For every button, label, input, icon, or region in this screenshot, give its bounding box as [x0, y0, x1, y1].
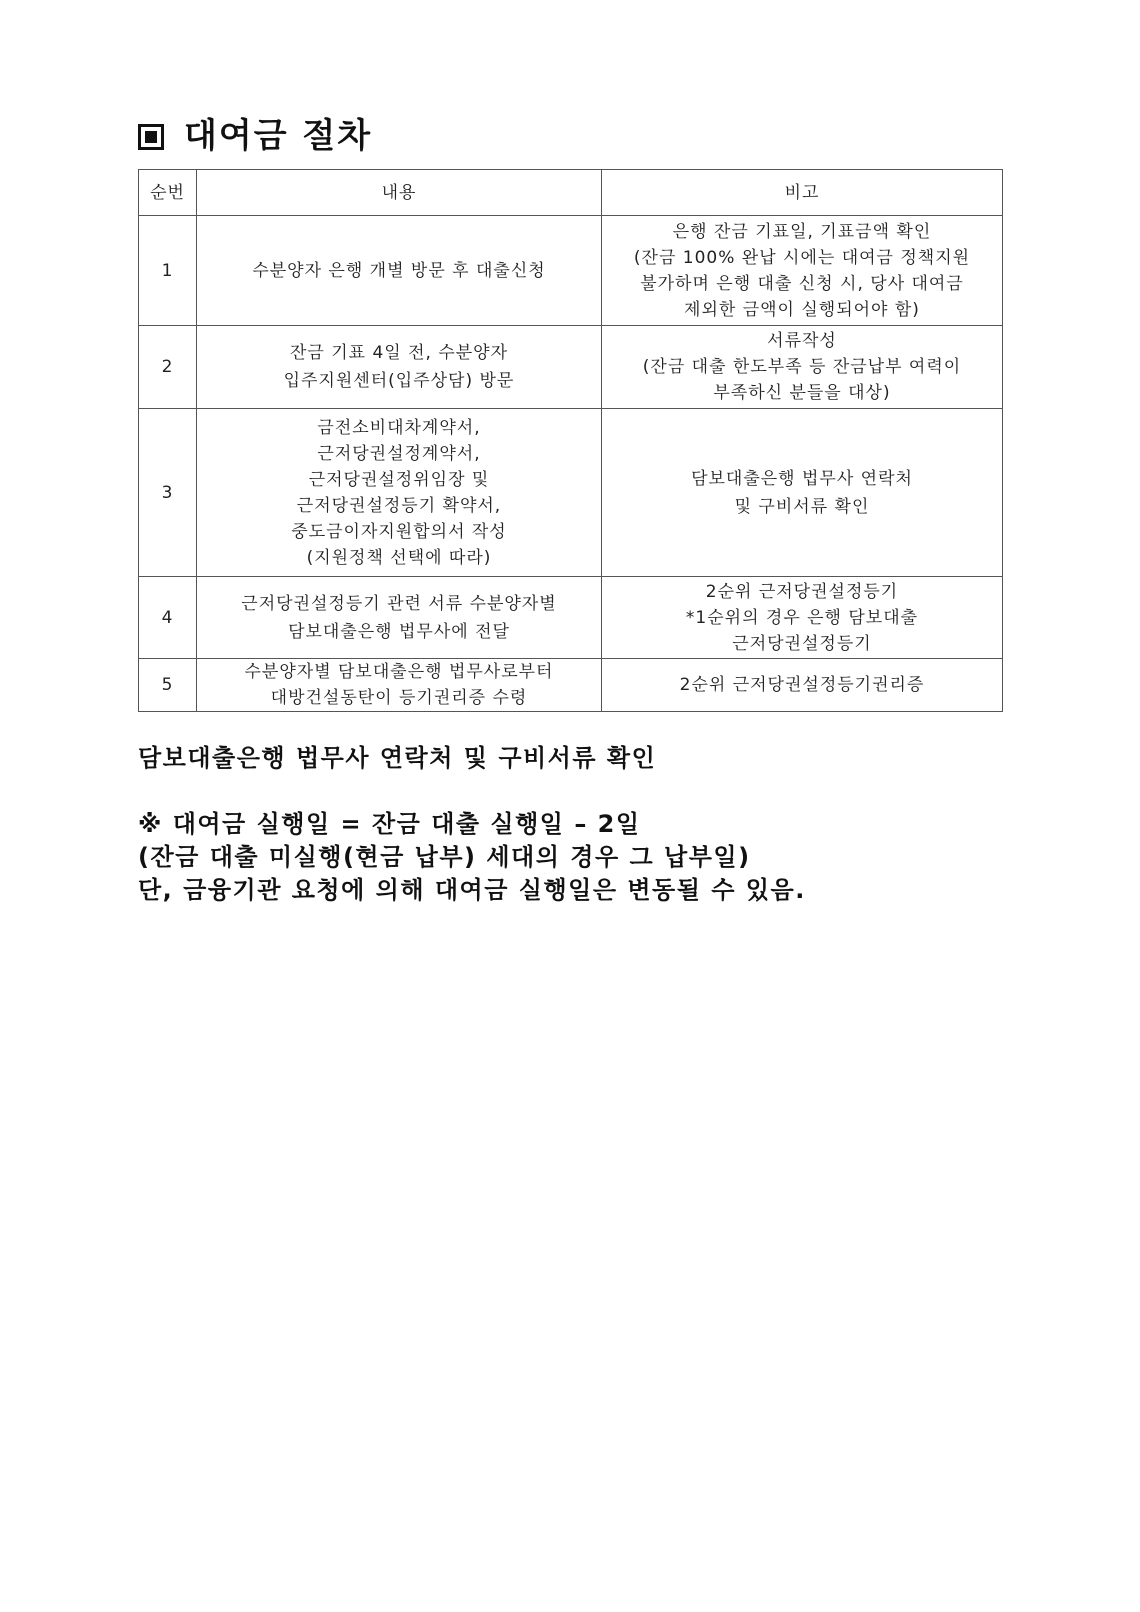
row-number: 1 — [139, 216, 197, 326]
content-line: 담보대출은행 법무사에 전달 — [288, 621, 510, 642]
content-line: 대방건설동탄이 등기권리증 수령 — [270, 688, 528, 708]
row-note — [602, 409, 1003, 577]
row-number: 2 — [139, 326, 197, 409]
content-line: 수분양자별 담보대출은행 법무사로부터 — [244, 662, 554, 682]
note-line: 2순위 근저당권설정등기권리증 — [679, 675, 925, 695]
row-number: 3 — [139, 409, 197, 577]
row-note — [602, 326, 1003, 409]
table-row — [139, 409, 1003, 577]
note-contact-check: 담보대출은행 법무사 연락처 및 구비서류 확인 — [138, 744, 657, 772]
table-row — [139, 659, 1003, 712]
content-line: 잔금 기표 4일 전, 수분양자 — [289, 343, 509, 363]
row-number: 4 — [139, 577, 197, 659]
note-line: 및 구비서류 확인 — [734, 496, 870, 517]
table-header-row — [139, 170, 1003, 216]
spacer — [138, 775, 806, 808]
row-content — [197, 409, 602, 577]
note-line: 근저당권설정등기 — [732, 633, 872, 654]
notes-section — [138, 742, 806, 907]
note-disclaimer: 단, 금융기관 요청에 의해 대여금 실행일은 변동될 수 있음. — [138, 876, 806, 904]
note-line: 불가하며 은행 대출 신청 시, 당사 대여금 — [640, 273, 964, 294]
row-content — [197, 216, 602, 326]
row-content — [197, 577, 602, 659]
note-line: 2순위 근저당권설정등기 — [705, 581, 899, 602]
content-line: 근저당권설정위임장 및 — [308, 469, 490, 490]
content-line: 금전소비대차계약서, — [317, 417, 481, 438]
header-content: 내용 — [197, 170, 602, 216]
note-line: (잔금 100% 완납 시에는 대여금 정책지원 — [633, 247, 971, 268]
row-content — [197, 326, 602, 409]
note-line: 담보대출은행 법무사 연락처 — [691, 468, 913, 489]
note-line: *1순위의 경우 은행 담보대출 — [685, 607, 919, 628]
content-line: 근저당권설정계약서, — [317, 443, 481, 464]
note-execution-date: ※ 대여금 실행일 = 잔금 대출 실행일 – 2일 — [138, 810, 641, 838]
row-number: 5 — [139, 659, 197, 712]
note-line: 서류작성 — [767, 331, 837, 351]
procedure-table — [138, 169, 1003, 712]
page-title-text: 대여금 절차 — [184, 116, 373, 156]
header-note: 비고 — [602, 170, 1003, 216]
content-line: 입주지원센터(입주상담) 방문 — [283, 371, 515, 391]
note-line: 은행 잔금 기표일, 기표금액 확인 — [672, 221, 932, 242]
row-content — [197, 659, 602, 712]
note-line: 부족하신 분들을 대상) — [713, 383, 891, 403]
content-line: 근저당권설정등기 확약서, — [296, 495, 502, 516]
content-line: 수분양자 은행 개별 방문 후 대출신청 — [252, 260, 546, 281]
note-line: 제외한 금액이 실행되어야 함) — [684, 299, 920, 320]
header-no: 순번 — [139, 170, 197, 216]
square-bullet-icon — [138, 124, 164, 150]
row-note — [602, 659, 1003, 712]
note-cash-payment: (잔금 대출 미실행(현금 납부) 세대의 경우 그 납부일) — [138, 843, 751, 871]
row-note — [602, 216, 1003, 326]
content-line: (지원정책 선택에 따라) — [306, 547, 492, 568]
content-line: 중도금이자지원합의서 작성 — [291, 521, 507, 542]
content-line: 근저당권설정등기 관련 서류 수분양자별 — [241, 593, 557, 614]
table-row — [139, 216, 1003, 326]
note-line: (잔금 대출 한도부족 등 잔금납부 여력이 — [642, 357, 962, 377]
page-title — [138, 112, 372, 160]
table-row — [139, 326, 1003, 409]
table-row — [139, 577, 1003, 659]
row-note — [602, 577, 1003, 659]
